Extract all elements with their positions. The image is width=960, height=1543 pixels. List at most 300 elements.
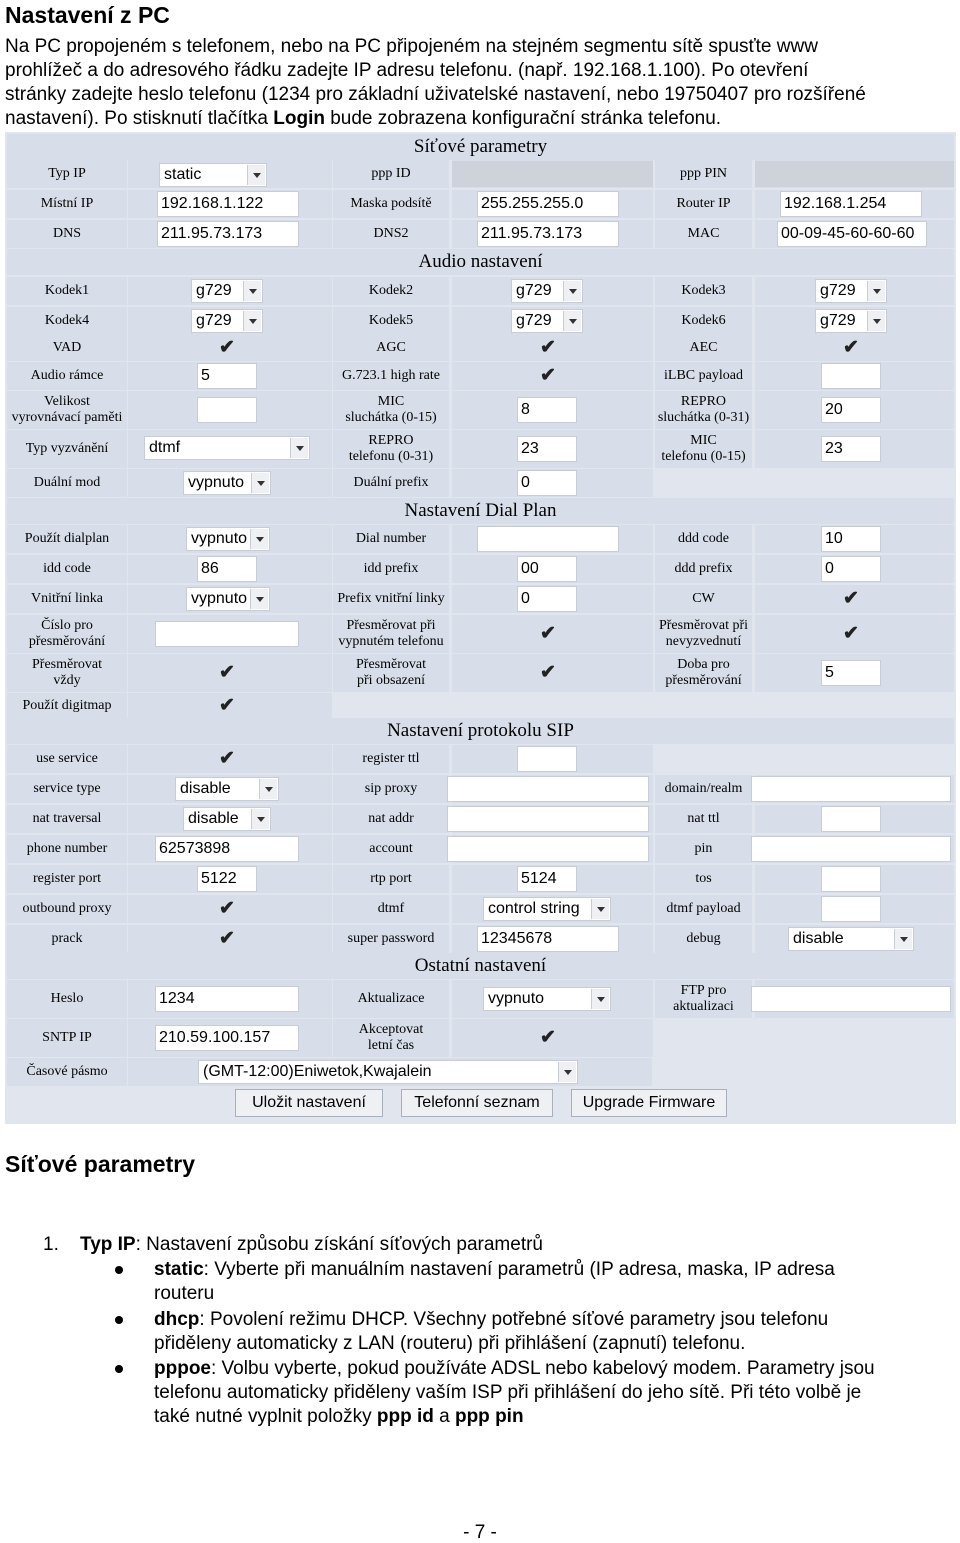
label-line: service type bbox=[33, 781, 101, 796]
label-ppp-pin bbox=[655, 160, 752, 188]
section-network: Síťové parametry bbox=[7, 134, 954, 160]
label-mic-phone bbox=[655, 430, 752, 468]
list-number: 1. bbox=[43, 1234, 59, 1255]
label-idd-prefix-text bbox=[364, 561, 419, 577]
typ-ip-select[interactable] bbox=[159, 163, 267, 187]
label-ddd-prefix bbox=[655, 555, 752, 583]
label-line: Typ vyzvánění bbox=[25, 441, 109, 456]
list-item-static bbox=[154, 1258, 835, 1282]
label-line: Časové pásmo bbox=[26, 1064, 108, 1079]
label-digitmap-text bbox=[22, 698, 111, 714]
tos-field[interactable] bbox=[821, 866, 881, 892]
label-dns2-text bbox=[373, 226, 408, 242]
label-line: register ttl bbox=[362, 751, 420, 766]
ppp-pin-field bbox=[755, 161, 954, 187]
label-idd-prefix bbox=[333, 555, 449, 583]
dtmf-payload-field[interactable] bbox=[821, 896, 881, 922]
label-register-ttl bbox=[333, 745, 449, 773]
label-repro-phone bbox=[333, 430, 449, 468]
label-line: outbound proxy bbox=[22, 901, 112, 916]
label-ftp-text bbox=[673, 983, 734, 1015]
mac-field[interactable]: 00-09-45-60-60-60 bbox=[777, 221, 927, 247]
mask-field[interactable]: 255.255.255.0 bbox=[477, 191, 619, 217]
forward-number-field[interactable] bbox=[155, 621, 299, 647]
label-line: AEC bbox=[689, 340, 718, 355]
password-field[interactable]: 1234 bbox=[155, 986, 299, 1012]
bullet bbox=[115, 1266, 123, 1274]
timezone-select[interactable] bbox=[198, 1060, 578, 1084]
label-line: idd code bbox=[43, 561, 91, 576]
label-line: Kodek5 bbox=[368, 313, 414, 328]
label-line: sluchátka (0-31) bbox=[657, 410, 750, 425]
ring-type-select-value: dtmf bbox=[149, 439, 181, 456]
label-line: idd prefix bbox=[363, 561, 419, 576]
buffer-field[interactable] bbox=[197, 397, 257, 423]
phone-number-field[interactable]: 62573898 bbox=[155, 836, 299, 862]
label-line: Použít digitmap bbox=[22, 698, 112, 713]
label-dtmf-text bbox=[378, 901, 404, 917]
label-line: CW bbox=[692, 591, 715, 606]
dropdown-arrow-icon[interactable] bbox=[250, 529, 268, 549]
label-line: Aktualizace bbox=[357, 991, 425, 1006]
label-line: account bbox=[369, 841, 413, 856]
label-rtp-port-text bbox=[370, 871, 412, 887]
dual-mode-select[interactable] bbox=[183, 471, 271, 495]
label-kodek3 bbox=[655, 277, 752, 305]
label-service-type-text bbox=[33, 781, 100, 797]
label-line: use service bbox=[36, 751, 98, 766]
domain-realm-field[interactable] bbox=[751, 776, 951, 802]
bullet bbox=[115, 1316, 123, 1324]
label-line: REPRO bbox=[368, 433, 414, 448]
vad-checkbox[interactable]: ✔ bbox=[219, 337, 235, 358]
label-nat-ttl bbox=[655, 805, 752, 833]
label-line: ddd code bbox=[678, 531, 729, 546]
label-kodek6 bbox=[655, 307, 752, 335]
label-line: Maska podsítě bbox=[350, 196, 432, 211]
label-line: register port bbox=[32, 871, 102, 886]
ilbc-field[interactable] bbox=[821, 363, 881, 389]
intro-text: bude zobrazena konfigurační stránka telefonu. bbox=[324, 108, 722, 129]
label-forward-always-text bbox=[32, 657, 102, 689]
label-line: Prefix vnitřní linky bbox=[337, 591, 445, 606]
label-line: Přesměrovat při bbox=[346, 618, 436, 633]
list-item-static-cont: routeru bbox=[154, 1283, 215, 1304]
label-line: sluchátka (0-15) bbox=[345, 410, 437, 425]
dropdown-arrow-icon[interactable] bbox=[259, 779, 277, 799]
label-line: dtmf payload bbox=[666, 901, 741, 916]
ddd-code-field[interactable]: 10 bbox=[821, 526, 881, 552]
dropdown-arrow-icon[interactable] bbox=[250, 589, 268, 609]
label-internal-prefix-text bbox=[337, 591, 444, 607]
sntp-field[interactable]: 210.59.100.157 bbox=[155, 1025, 299, 1051]
super-password-field[interactable]: 12345678 bbox=[477, 926, 619, 952]
label-line: Router IP bbox=[676, 196, 731, 211]
dropdown-arrow-icon[interactable] bbox=[558, 1062, 576, 1082]
label-dns bbox=[7, 220, 127, 248]
label-dual-mode-text bbox=[34, 475, 101, 491]
label-prack-text bbox=[51, 931, 82, 947]
label-outbound-proxy bbox=[7, 895, 127, 923]
label-g723-text bbox=[342, 368, 440, 384]
label-mac bbox=[655, 220, 752, 248]
label-line: Typ IP bbox=[48, 166, 86, 181]
kodek1-select[interactable] bbox=[191, 279, 263, 303]
label-ddd-code-text bbox=[678, 531, 729, 547]
dual-prefix-field[interactable]: 0 bbox=[517, 470, 577, 496]
label-ddd-prefix-text bbox=[675, 561, 733, 577]
label-line: super password bbox=[347, 931, 435, 946]
term: static bbox=[154, 1259, 204, 1280]
label-line: Audio rámce bbox=[30, 368, 104, 383]
kodek5-select[interactable] bbox=[511, 309, 583, 333]
label-line: dtmf bbox=[377, 901, 405, 916]
label-account bbox=[333, 835, 449, 863]
section-audio: Audio nastavení bbox=[7, 249, 954, 275]
label-rtp-port bbox=[333, 865, 449, 893]
label-forward-number bbox=[7, 615, 127, 653]
aec-checkbox[interactable]: ✔ bbox=[843, 337, 859, 358]
list-item-pppoe-cont bbox=[154, 1405, 524, 1429]
dropdown-arrow-icon[interactable] bbox=[867, 311, 885, 331]
agc-checkbox[interactable]: ✔ bbox=[540, 337, 556, 358]
label-dns2 bbox=[333, 220, 449, 248]
service-type-select-value: disable bbox=[180, 780, 231, 797]
label-register-port bbox=[7, 865, 127, 893]
label-typ-ip bbox=[7, 160, 127, 188]
label-line: Přesměrovat bbox=[356, 657, 426, 672]
dropdown-arrow-icon[interactable] bbox=[563, 311, 581, 331]
rtp-port-field[interactable]: 5124 bbox=[517, 866, 577, 892]
kodek3-select-value: g729 bbox=[820, 282, 856, 299]
register-ttl-field[interactable] bbox=[517, 746, 577, 772]
label-repro-handset-text bbox=[658, 394, 749, 426]
kodek2-select-value: g729 bbox=[516, 282, 552, 299]
label-ftp bbox=[655, 980, 752, 1018]
kodek6-select[interactable] bbox=[815, 309, 887, 333]
kodek5-select-value: g729 bbox=[516, 312, 552, 329]
use-service-checkbox[interactable]: ✔ bbox=[219, 748, 235, 769]
nat-ttl-field[interactable] bbox=[821, 806, 881, 832]
label-idd-code-text bbox=[43, 561, 91, 577]
label-ring-type bbox=[7, 430, 127, 468]
label-dns-text bbox=[53, 226, 81, 242]
label-debug-text bbox=[686, 931, 720, 947]
description: : Volbu vyberte, pokud používáte ADSL nebo kabelový modem. Parametry jsou bbox=[211, 1358, 875, 1379]
dropdown-arrow-icon[interactable] bbox=[894, 929, 912, 949]
label-dtmf-payload bbox=[655, 895, 752, 923]
label-password-text bbox=[51, 991, 84, 1007]
label-g723 bbox=[333, 362, 449, 390]
login-word: Login bbox=[273, 108, 325, 129]
label-nat-addr bbox=[333, 805, 449, 833]
description: také nutné vyplnit položky bbox=[154, 1406, 377, 1427]
label-line: nat addr bbox=[368, 811, 414, 826]
label-line: Místní IP bbox=[40, 196, 94, 211]
label-mic-handset-text bbox=[345, 394, 436, 426]
term: ppp pin bbox=[454, 1406, 524, 1427]
update-select-value: vypnuto bbox=[488, 990, 545, 1007]
dns2-field[interactable]: 211.95.73.173 bbox=[477, 221, 619, 247]
label-forward-busy-text bbox=[356, 657, 426, 689]
label-kodek4 bbox=[7, 307, 127, 335]
term: Typ IP bbox=[80, 1234, 136, 1255]
label-line: iLBC payload bbox=[664, 368, 743, 383]
pin-field[interactable] bbox=[751, 836, 951, 862]
label-tos bbox=[655, 865, 752, 893]
label-kodek4-text bbox=[45, 313, 89, 329]
label-cw-text bbox=[692, 591, 715, 607]
list-item-typ-ip bbox=[80, 1233, 543, 1257]
nat-addr-field[interactable] bbox=[447, 806, 649, 832]
label-kodek3-text bbox=[681, 283, 725, 299]
label-kodek6-text bbox=[681, 313, 725, 329]
dial-number-field[interactable] bbox=[477, 526, 619, 552]
label-mask-text bbox=[350, 196, 431, 212]
label-line: Přesměrovat při bbox=[658, 618, 749, 633]
forward-off-checkbox[interactable]: ✔ bbox=[540, 623, 556, 644]
service-type-select[interactable] bbox=[175, 777, 279, 801]
label-aec-text bbox=[690, 340, 718, 356]
label-dst bbox=[333, 1019, 449, 1057]
label-line: phone number bbox=[26, 841, 108, 856]
repro-phone-field[interactable]: 23 bbox=[517, 436, 577, 462]
label-dtmf bbox=[333, 895, 449, 923]
ring-type-select[interactable] bbox=[144, 436, 310, 460]
label-timezone bbox=[7, 1058, 127, 1086]
label-mac-text bbox=[688, 226, 720, 242]
label-line: debug bbox=[686, 931, 721, 946]
dropdown-arrow-icon[interactable] bbox=[247, 165, 265, 185]
mic-handset-field[interactable]: 8 bbox=[517, 397, 577, 423]
label-line: MIC bbox=[690, 433, 717, 448]
label-line: Použít dialplan bbox=[24, 531, 110, 546]
label-line: MAC bbox=[687, 226, 720, 241]
kodek6-select-value: g729 bbox=[820, 312, 856, 329]
label-ppp-id bbox=[333, 160, 449, 188]
forward-time-field[interactable]: 5 bbox=[821, 660, 881, 686]
label-mic-handset bbox=[333, 391, 449, 429]
label-line: VAD bbox=[52, 340, 82, 355]
forward-busy-checkbox[interactable]: ✔ bbox=[540, 662, 556, 683]
debug-select[interactable] bbox=[788, 927, 914, 951]
label-line: G.723.1 high rate bbox=[342, 368, 440, 383]
label-password bbox=[7, 980, 127, 1018]
label-nat-traversal bbox=[7, 805, 127, 833]
label-tos-text bbox=[695, 871, 711, 887]
label-kodek5-text bbox=[369, 313, 413, 329]
dropdown-arrow-icon[interactable] bbox=[243, 311, 261, 331]
section-sip: Nastavení protokolu SIP bbox=[7, 718, 954, 744]
dns-field[interactable]: 211.95.73.173 bbox=[157, 221, 299, 247]
label-line: nevyzvednutí bbox=[665, 634, 742, 649]
g723-checkbox[interactable]: ✔ bbox=[540, 365, 556, 386]
account-field[interactable] bbox=[447, 836, 649, 862]
label-dial-number-text bbox=[356, 531, 426, 547]
ddd-prefix-field[interactable]: 0 bbox=[821, 556, 881, 582]
label-dual-prefix-text bbox=[353, 475, 428, 491]
label-dst-text bbox=[359, 1022, 424, 1054]
label-line: vyrovnávací paměti bbox=[11, 410, 123, 425]
nat-traversal-select[interactable] bbox=[183, 807, 271, 831]
label-prack bbox=[7, 925, 127, 953]
digitmap-checkbox[interactable]: ✔ bbox=[219, 695, 235, 716]
section-heading: Síťové parametry bbox=[5, 1151, 195, 1177]
sip-proxy-field[interactable] bbox=[447, 776, 649, 802]
label-phone-number-text bbox=[27, 841, 107, 857]
label-line: ppp ID bbox=[371, 166, 411, 181]
dialplan-select[interactable] bbox=[186, 527, 270, 551]
local-ip-field[interactable]: 192.168.1.122 bbox=[157, 191, 299, 217]
register-port-field[interactable]: 5122 bbox=[197, 866, 257, 892]
prack-checkbox[interactable]: ✔ bbox=[219, 928, 235, 949]
label-line: přesměrování bbox=[28, 634, 106, 649]
kodek3-select[interactable] bbox=[815, 279, 887, 303]
internal-line-select[interactable] bbox=[186, 587, 270, 611]
label-line: ppp PIN bbox=[679, 166, 728, 181]
label-line: AGC bbox=[376, 340, 406, 355]
label-ddd-code bbox=[655, 525, 752, 553]
idd-prefix-field[interactable]: 00 bbox=[517, 556, 577, 582]
label-line: přesměrování bbox=[665, 673, 742, 688]
label-line: sip proxy bbox=[364, 781, 418, 796]
dialplan-select-value: vypnuto bbox=[191, 530, 248, 547]
label-dtmf-payload-text bbox=[666, 901, 740, 917]
term: ppp id bbox=[376, 1406, 434, 1427]
label-debug bbox=[655, 925, 752, 953]
repro-handset-field[interactable]: 20 bbox=[821, 397, 881, 423]
label-phone-number bbox=[7, 835, 127, 863]
label-vad-text bbox=[53, 340, 82, 356]
intro-line: Na PC propojeném s telefonem, nebo na PC připojeném na stejném segmentu sítě spusťte www bbox=[5, 36, 818, 57]
mic-phone-field[interactable]: 23 bbox=[821, 436, 881, 462]
intro-paragraph bbox=[5, 35, 960, 131]
dropdown-arrow-icon[interactable] bbox=[251, 809, 269, 829]
dtmf-select[interactable] bbox=[483, 897, 611, 921]
label-repro-phone-text bbox=[349, 433, 433, 465]
kodek4-select[interactable] bbox=[191, 309, 263, 333]
save-button[interactable]: Uložit nastavení bbox=[235, 1089, 383, 1117]
label-mask bbox=[333, 190, 449, 218]
description: : Vyberte při manuálním nastavení parametrů (IP adresa, maska, IP adresa bbox=[203, 1259, 835, 1280]
label-line: domain/realm bbox=[664, 781, 743, 796]
label-forward-off-text bbox=[338, 618, 443, 650]
term: dhcp bbox=[154, 1309, 200, 1330]
label-forward-time-text bbox=[665, 657, 741, 689]
label-kodek1 bbox=[7, 277, 127, 305]
dtmf-select-value: control string bbox=[488, 900, 580, 917]
outbound-proxy-checkbox[interactable]: ✔ bbox=[219, 898, 235, 919]
description: : Povolení režimu DHCP. Všechny potřebné síťové parametry jsou telefonu bbox=[199, 1309, 829, 1330]
dropdown-arrow-icon[interactable] bbox=[591, 899, 609, 919]
label-line: pin bbox=[694, 841, 713, 856]
term: pppoe bbox=[154, 1358, 211, 1379]
label-mic-phone-text bbox=[661, 433, 745, 465]
dropdown-arrow-icon[interactable] bbox=[867, 281, 885, 301]
label-line: prack bbox=[51, 931, 83, 946]
label-line: Duální mod bbox=[33, 475, 101, 490]
label-forward-number-text bbox=[29, 618, 105, 650]
label-domain-realm bbox=[655, 775, 752, 803]
label-buffer-text bbox=[12, 394, 123, 426]
upgrade-firmware-button[interactable]: Upgrade Firmware bbox=[571, 1089, 727, 1117]
section-dialplan: Nastavení Dial Plan bbox=[7, 498, 954, 524]
debug-select-value: disable bbox=[793, 930, 844, 947]
list-item-pppoe bbox=[154, 1357, 875, 1381]
label-line: vždy bbox=[53, 673, 81, 688]
label-router bbox=[655, 190, 752, 218]
list-item-pppoe-cont: telefonu automaticky přiděleny vaším ISP při přihlášení do jeho sítě. Při této volbě je bbox=[154, 1382, 862, 1403]
label-ilbc-text bbox=[664, 368, 743, 384]
dropdown-arrow-icon[interactable] bbox=[290, 438, 308, 458]
label-update-text bbox=[358, 991, 425, 1007]
dropdown-arrow-icon[interactable] bbox=[563, 281, 581, 301]
config-page-screenshot bbox=[5, 132, 956, 1124]
label-forward-off bbox=[333, 615, 449, 653]
label-nat-traversal-text bbox=[33, 811, 102, 827]
dropdown-arrow-icon[interactable] bbox=[243, 281, 261, 301]
kodek4-select-value: g729 bbox=[196, 312, 232, 329]
label-line: rtp port bbox=[370, 871, 412, 886]
label-idd-code bbox=[7, 555, 127, 583]
label-line: aktualizaci bbox=[673, 999, 734, 1014]
kodek2-select[interactable] bbox=[511, 279, 583, 303]
description: : Nastavení způsobu získání síťových parametrů bbox=[135, 1234, 543, 1255]
label-register-port-text bbox=[33, 871, 101, 887]
label-buffer bbox=[7, 391, 127, 429]
ftp-field[interactable] bbox=[751, 986, 951, 1012]
label-digitmap bbox=[7, 693, 127, 719]
label-sntp bbox=[7, 1019, 127, 1057]
label-use-service bbox=[7, 745, 127, 773]
label-use-service-text bbox=[36, 751, 98, 767]
page-number: - 7 - bbox=[463, 1522, 497, 1543]
dropdown-arrow-icon[interactable] bbox=[251, 473, 269, 493]
label-timezone-text bbox=[26, 1064, 107, 1080]
label-line: nat ttl bbox=[687, 811, 720, 826]
forward-noanswer-checkbox[interactable]: ✔ bbox=[843, 623, 859, 644]
label-dual-prefix bbox=[333, 469, 449, 497]
label-domain-realm-text bbox=[665, 781, 743, 797]
section-other: Ostatní nastavení bbox=[7, 953, 954, 979]
label-line: Velikost bbox=[44, 394, 90, 409]
label-cw bbox=[655, 585, 752, 613]
label-line: Číslo pro bbox=[41, 618, 93, 633]
forward-always-checkbox[interactable]: ✔ bbox=[219, 662, 235, 683]
page-title: Nastavení z PC bbox=[5, 2, 170, 28]
phonebook-button[interactable]: Telefonní seznam bbox=[401, 1089, 553, 1117]
label-agc-text bbox=[376, 340, 406, 356]
label-kodek5 bbox=[333, 307, 449, 335]
label-line: ddd prefix bbox=[674, 561, 733, 576]
label-sip-proxy-text bbox=[365, 781, 418, 797]
label-line: Duální prefix bbox=[353, 475, 429, 490]
bullet bbox=[115, 1365, 123, 1373]
dropdown-arrow-icon[interactable] bbox=[591, 989, 609, 1009]
label-update bbox=[333, 980, 449, 1018]
cw-checkbox[interactable]: ✔ bbox=[843, 588, 859, 609]
audio-frames-field[interactable]: 5 bbox=[197, 363, 257, 389]
internal-prefix-field[interactable]: 0 bbox=[517, 586, 577, 612]
update-select[interactable] bbox=[483, 987, 611, 1011]
label-repro-handset bbox=[655, 391, 752, 429]
router-ip-field[interactable]: 192.168.1.254 bbox=[780, 191, 922, 217]
label-forward-always bbox=[7, 654, 127, 692]
label-local-ip-text bbox=[41, 196, 94, 212]
dst-checkbox[interactable]: ✔ bbox=[540, 1027, 556, 1048]
idd-code-field[interactable]: 86 bbox=[197, 556, 257, 582]
label-line: Doba pro bbox=[677, 657, 730, 672]
